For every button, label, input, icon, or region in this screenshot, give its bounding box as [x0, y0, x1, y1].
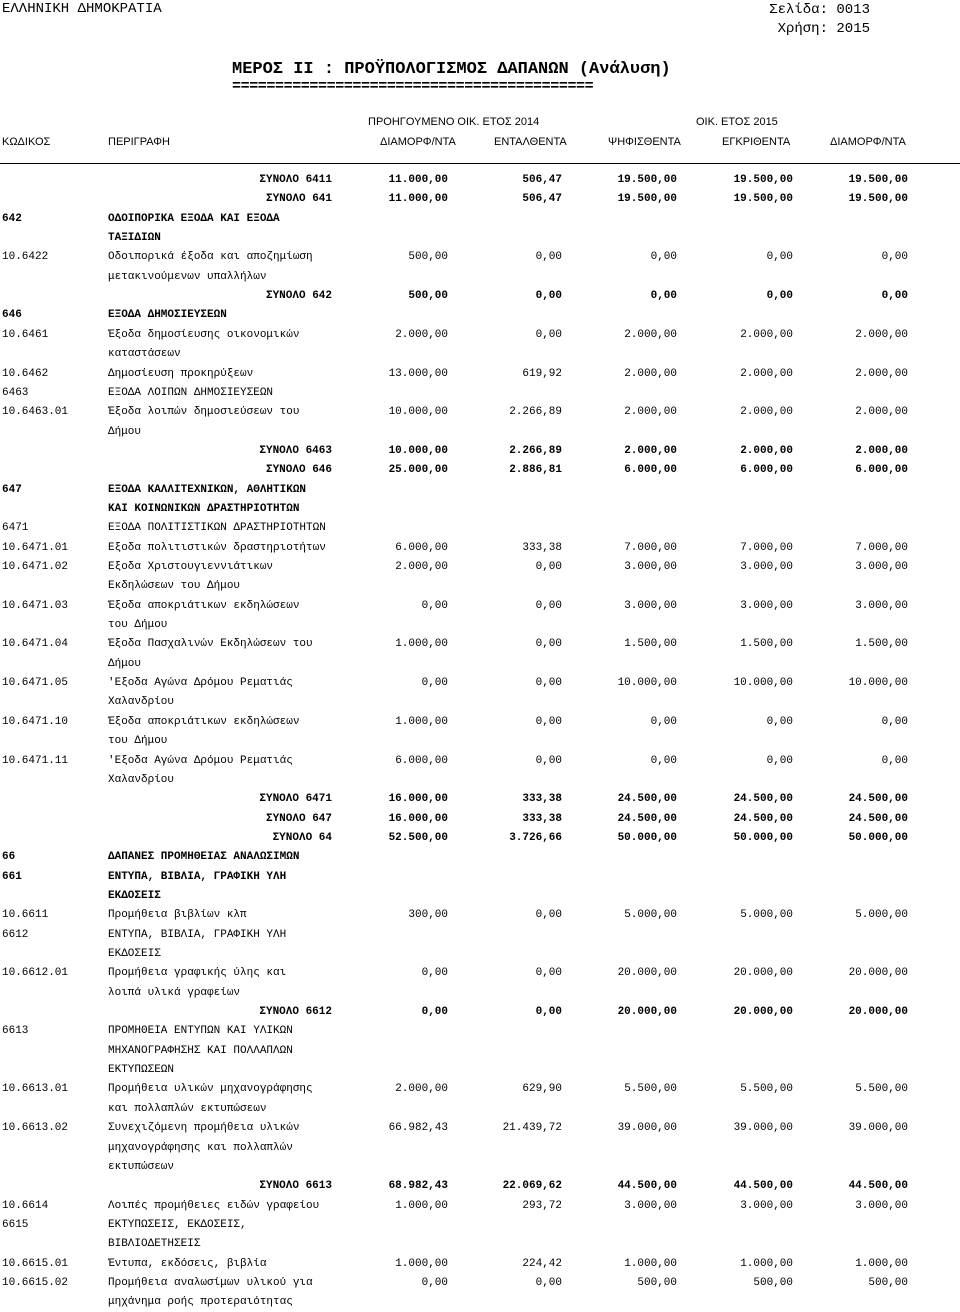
amount-amended: 5.000,00 [855, 909, 908, 922]
amount-voted: 19.500,00 [617, 174, 677, 186]
amount-committed: 0,00 [535, 967, 562, 980]
amount-approved: 50.000,00 [733, 831, 793, 844]
account-code: 10.6613.01 [2, 1083, 69, 1096]
account-description: Συνεχιζόμενη προμήθεια υλικών [108, 1122, 300, 1135]
amount-voted: 1.500,00 [624, 638, 677, 651]
account-code: 10.6471.03 [2, 599, 69, 612]
amount-committed: 0,00 [535, 909, 562, 922]
amount-prev-amended: 2.000,00 [395, 561, 448, 573]
account-code: 642 [2, 212, 22, 225]
amount-amended: 19.500,00 [848, 193, 908, 206]
amount-approved: 5.000,00 [740, 909, 793, 922]
amount-prev-amended: 10.000,00 [388, 406, 448, 419]
budget-row [0, 964, 960, 983]
amount-voted: 0,00 [650, 251, 677, 264]
account-code: 10.6471.02 [2, 561, 69, 573]
amount-approved: 24.500,00 [733, 812, 793, 825]
amount-prev-amended: 16.000,00 [388, 812, 448, 825]
total-label: ΣΥΝΟΛΟ 64 [272, 831, 332, 844]
amount-approved: 19.500,00 [733, 193, 793, 206]
account-code: 10.6422 [2, 251, 49, 264]
amount-amended: 5.500,00 [855, 1083, 908, 1096]
total-row [0, 790, 960, 809]
amount-approved: 20.000,00 [733, 967, 793, 980]
amount-prev-amended: 52.500,00 [388, 831, 448, 844]
amount-prev-amended: 1.000,00 [395, 715, 448, 728]
account-description: Εξοδα Χριστουγιεννιάτικων [108, 561, 274, 573]
amount-voted: 3.000,00 [624, 561, 677, 573]
amount-prev-amended: 500,00 [408, 290, 448, 303]
amount-prev-amended: 2.000,00 [395, 328, 448, 341]
budget-row [0, 306, 960, 325]
budget-row [0, 365, 960, 384]
account-description: ΕΞΟΔΑ ΚΑΛΛΙΤΕΧΝΙΚΩΝ, ΑΘΛΗΤΙΚΩΝ [108, 483, 307, 496]
amount-voted: 24.500,00 [617, 812, 677, 825]
page-title: ΜΕΡΟΣ ΙΙ : ΠΡΟΫΠΟΛΟΓΙΣΜΟΣ ΔΑΠΑΝΩΝ (Ανάλυση) [232, 60, 671, 79]
amount-approved: 0,00 [766, 715, 793, 728]
amount-committed: 293,72 [522, 1199, 562, 1212]
amount-prev-amended: 0,00 [421, 677, 448, 690]
amount-committed: 0,00 [535, 599, 562, 612]
amount-prev-amended: 68.982,43 [388, 1180, 448, 1193]
amount-committed: 2.266,89 [509, 406, 562, 419]
account-code: 10.6471.11 [2, 754, 69, 767]
amount-approved: 5.500,00 [740, 1083, 793, 1096]
amount-amended: 24.500,00 [848, 793, 908, 806]
page-info [769, 1, 870, 39]
total-label: ΣΥΝΟΛΟ 6411 [259, 174, 332, 186]
cur-year-header: ΟΙΚ. ΕΤΟΣ 2015 [696, 116, 778, 128]
budget-row [0, 384, 960, 403]
total-label: ΣΥΝΟΛΟ 647 [265, 812, 332, 825]
amount-committed: 224,42 [522, 1257, 562, 1270]
account-description: Προμήθεια βιβλίων κλπ [108, 909, 247, 922]
account-code: 10.6461 [2, 328, 49, 341]
amount-prev-amended: 0,00 [421, 599, 448, 612]
account-code: 10.6471.04 [2, 638, 69, 651]
total-label: ΣΥΝΟΛΟ 6613 [259, 1180, 332, 1193]
title-underline: ========================================== [232, 78, 594, 95]
account-description: ΕΞΟΔΑ ΔΗΜΟΣΙΕΥΣΕΩΝ [108, 309, 227, 322]
amount-voted: 500,00 [637, 1276, 677, 1289]
description-continued: Εκδηλώσεων του Δήμου [108, 580, 241, 593]
budget-row [0, 1274, 960, 1293]
account-code: 6463 [2, 386, 29, 399]
budget-row [0, 1255, 960, 1274]
description-continued: μηχανογράφησης και πολλαπλών [108, 1141, 293, 1154]
amount-voted: 10.000,00 [617, 677, 677, 690]
col-header-voted: ΨΗΦΙΣΘΕΝΤΑ [608, 136, 681, 148]
total-label: ΣΥΝΟΛΟ 646 [265, 464, 332, 477]
amount-approved: 44.500,00 [733, 1180, 793, 1193]
account-description: Έξοδα Πασχαλινών Εκδηλώσεων του [108, 638, 313, 651]
budget-row [0, 713, 960, 732]
amount-prev-amended: 6.000,00 [395, 754, 448, 767]
page-number: Σελίδα: 0013 [769, 2, 870, 18]
amount-amended: 24.500,00 [848, 812, 908, 825]
description-continued: ΚΑΙ ΚΟΙΝΩΝΙΚΩΝ ΔΡΑΣΤΗΡΙΟΤΗΤΩΝ [108, 502, 300, 515]
description-continued: και πολλαπλών εκτυπώσεων [108, 1102, 267, 1115]
amount-committed: 0,00 [535, 251, 562, 264]
account-description: ΕΚΤΥΠΩΣΕΙΣ, ΕΚΔΟΣΕΙΣ, [108, 1218, 247, 1231]
amount-committed: 3.726,66 [509, 831, 562, 844]
account-code: 6615 [2, 1218, 29, 1231]
amount-amended: 3.000,00 [855, 1199, 908, 1212]
amount-voted: 20.000,00 [617, 967, 677, 980]
amount-committed: 333,38 [522, 812, 562, 825]
description-continued: ΕΚΔΟΣΕΙΣ [108, 948, 161, 960]
amount-approved: 3.000,00 [740, 561, 793, 573]
description-continued: Χαλανδρίου [108, 773, 175, 786]
amount-voted: 44.500,00 [617, 1180, 677, 1193]
amount-amended: 3.000,00 [855, 599, 908, 612]
amount-voted: 2.000,00 [624, 444, 677, 457]
account-code: 10.6612.01 [2, 967, 69, 980]
account-code: 10.6471.10 [2, 715, 69, 728]
col-header-amended: ΔΙΑΜΟΡΦ/ΝΤΑ [830, 136, 906, 148]
amount-approved: 10.000,00 [733, 677, 793, 690]
amount-voted: 0,00 [650, 290, 677, 303]
amount-amended: 44.500,00 [848, 1180, 908, 1193]
header-divider [0, 163, 960, 164]
account-description: Δημοσίευση προκηρύξεων [108, 367, 254, 380]
budget-row [0, 539, 960, 558]
amount-voted: 0,00 [650, 754, 677, 767]
account-code: 10.6614 [2, 1199, 49, 1212]
amount-committed: 0,00 [535, 290, 562, 303]
amount-prev-amended: 25.000,00 [388, 464, 448, 477]
amount-committed: 21.439,72 [502, 1122, 562, 1135]
account-description: Εξοδα πολιτιστικών δραστηριοτήτων [108, 541, 326, 554]
amount-amended: 500,00 [868, 1276, 908, 1289]
total-label: ΣΥΝΟΛΟ 642 [265, 290, 332, 303]
budget-row [0, 1216, 960, 1235]
amount-approved: 20.000,00 [733, 1006, 793, 1019]
amount-approved: 0,00 [766, 290, 793, 303]
amount-prev-amended: 0,00 [421, 1006, 448, 1019]
amount-committed: 619,92 [522, 367, 562, 380]
amount-committed: 0,00 [535, 677, 562, 690]
amount-voted: 1.000,00 [624, 1257, 677, 1270]
amount-voted: 2.000,00 [624, 406, 677, 419]
amount-amended: 0,00 [881, 754, 908, 767]
amount-committed: 0,00 [535, 715, 562, 728]
total-row [0, 810, 960, 829]
total-label: ΣΥΝΟΛΟ 6463 [259, 444, 332, 457]
amount-committed: 22.069,62 [502, 1180, 562, 1193]
budget-row [0, 326, 960, 345]
account-code: 6471 [2, 522, 29, 535]
budget-row [0, 1022, 960, 1041]
budget-row [0, 558, 960, 577]
amount-prev-amended: 66.982,43 [388, 1122, 448, 1135]
amount-amended: 1.500,00 [855, 638, 908, 651]
amount-prev-amended: 300,00 [408, 909, 448, 922]
col-header-prev-amended: ΔΙΑΜΟΡΦ/ΝΤΑ [380, 136, 456, 148]
amount-voted: 3.000,00 [624, 599, 677, 612]
amount-amended: 19.500,00 [848, 174, 908, 186]
description-continued: Δήμου [108, 425, 142, 438]
account-description: ΕΞΟΔΑ ΠΟΛΙΤΙΣΤΙΚΩΝ ΔΡΑΣΤΗΡΙΟΤΗΤΩΝ [108, 522, 326, 535]
total-row [0, 287, 960, 306]
account-description: ΔΑΠΑΝΕΣ ΠΡΟΜΗΘΕΙΑΣ ΑΝΑΛΩΣΙΜΩΝ [108, 851, 300, 864]
account-description: 'Εξοδα Αγώνα Δρόμου Ρεματιάς [108, 677, 293, 690]
amount-voted: 20.000,00 [617, 1006, 677, 1019]
budget-row [0, 248, 960, 267]
description-continued: ΤΑΞΙΔΙΩΝ [108, 232, 161, 245]
amount-amended: 20.000,00 [848, 1006, 908, 1019]
amount-prev-amended: 1.000,00 [395, 1199, 448, 1212]
amount-amended: 2.000,00 [855, 367, 908, 380]
amount-voted: 7.000,00 [624, 541, 677, 554]
total-row [0, 461, 960, 480]
amount-amended: 50.000,00 [848, 831, 908, 844]
budget-row [0, 674, 960, 693]
amount-committed: 0,00 [535, 561, 562, 573]
amount-voted: 39.000,00 [617, 1122, 677, 1135]
amount-prev-amended: 6.000,00 [395, 541, 448, 554]
account-code: 66 [2, 851, 16, 864]
amount-amended: 2.000,00 [855, 328, 908, 341]
account-description: ΠΡΟΜΗΘΕΙΑ ΕΝΤΥΠΩΝ ΚΑΙ ΥΛΙΚΩΝ [108, 1025, 293, 1038]
amount-prev-amended: 1.000,00 [395, 1257, 448, 1270]
account-description: Προμήθεια υλικών μηχανογράφησης [108, 1083, 313, 1096]
amount-amended: 20.000,00 [848, 967, 908, 980]
account-code: 646 [2, 309, 22, 322]
amount-approved: 24.500,00 [733, 793, 793, 806]
amount-amended: 0,00 [881, 290, 908, 303]
total-label: ΣΥΝΟΛΟ 641 [265, 193, 332, 206]
amount-amended: 2.000,00 [855, 444, 908, 457]
account-description: 'Εξοδα Αγώνα Δρόμου Ρεματιάς [108, 754, 293, 767]
account-description: Έξοδα δημοσίευσης οικονομικών [108, 328, 300, 341]
amount-approved: 39.000,00 [733, 1122, 793, 1135]
amount-amended: 1.000,00 [855, 1257, 908, 1270]
amount-committed: 0,00 [535, 754, 562, 767]
account-code: 6613 [2, 1025, 29, 1038]
amount-approved: 500,00 [753, 1276, 793, 1289]
total-row [0, 1177, 960, 1196]
budget-row [0, 1119, 960, 1138]
budget-row [0, 926, 960, 945]
budget-row [0, 1080, 960, 1099]
account-description: ΕΞΟΔΑ ΛΟΙΠΩΝ ΔΗΜΟΣΙΕΥΣΕΩΝ [108, 386, 274, 399]
amount-committed: 0,00 [535, 1006, 562, 1019]
budget-row [0, 906, 960, 925]
account-description: Προμήθεια αναλωσίμων υλικού για [108, 1276, 313, 1289]
description-continued: μετακινούμενων υπαλλήλων [108, 270, 267, 283]
account-description: Λοιπές προμήθειες ειδών γραφείου [108, 1199, 320, 1212]
description-continued: του Δήμου [108, 619, 168, 632]
amount-amended: 0,00 [881, 251, 908, 264]
budget-row [0, 519, 960, 538]
amount-approved: 0,00 [766, 251, 793, 264]
col-header-desc: ΠΕΡΙΓΡΑΦΗ [108, 136, 170, 148]
amount-voted: 2.000,00 [624, 367, 677, 380]
amount-committed: 0,00 [535, 328, 562, 341]
account-description: ΕΝΤΥΠΑ, ΒΙΒΛΙΑ, ΓΡΑΦΙΚΗ ΥΛΗ [108, 870, 287, 883]
amount-prev-amended: 11.000,00 [388, 193, 448, 206]
budget-row [0, 210, 960, 229]
account-code: 10.6462 [2, 367, 49, 380]
amount-amended: 0,00 [881, 715, 908, 728]
total-row [0, 171, 960, 190]
description-continued: Δήμου [108, 657, 142, 670]
account-code: 10.6611 [2, 909, 49, 922]
amount-voted: 19.500,00 [617, 193, 677, 206]
amount-prev-amended: 2.000,00 [395, 1083, 448, 1096]
amount-voted: 50.000,00 [617, 831, 677, 844]
amount-committed: 2.886,81 [509, 464, 562, 477]
account-description: Έντυπα, εκδόσεις, βιβλία [108, 1257, 267, 1270]
budget-row [0, 481, 960, 500]
amount-voted: 3.000,00 [624, 1199, 677, 1212]
budget-row [0, 597, 960, 616]
amount-approved: 3.000,00 [740, 1199, 793, 1212]
amount-committed: 0,00 [535, 638, 562, 651]
budget-row [0, 848, 960, 867]
account-description: Προμήθεια γραφικής ύλης και [108, 967, 287, 980]
amount-amended: 3.000,00 [855, 561, 908, 573]
amount-approved: 19.500,00 [733, 174, 793, 186]
total-row [0, 442, 960, 461]
account-code: 647 [2, 483, 22, 496]
total-row [0, 190, 960, 209]
description-continued: λοιπά υλικά γραφείων [108, 986, 241, 999]
account-description: Έξοδα λοιπών δημοσιεύσεων του [108, 406, 300, 419]
col-header-approved: ΕΓΚΡΙΘΕΝΤΑ [722, 136, 791, 148]
account-description: Έξοδα αποκριάτικων εκδηλώσεων [108, 715, 300, 728]
amount-approved: 0,00 [766, 754, 793, 767]
account-code: 10.6471.05 [2, 677, 69, 690]
amount-approved: 2.000,00 [740, 406, 793, 419]
account-description: Οδοιπορικά έξοδα και αποζημίωση [108, 251, 313, 264]
col-header-committed: ΕΝΤΑΛΘΕΝΤΑ [494, 136, 567, 148]
amount-voted: 24.500,00 [617, 793, 677, 806]
description-continued: του Δήμου [108, 735, 168, 748]
budget-row [0, 868, 960, 887]
description-continued: ΕΚΔΟΣΕΙΣ [108, 889, 161, 902]
amount-prev-amended: 1.000,00 [395, 638, 448, 651]
amount-committed: 506,47 [522, 174, 562, 186]
amount-committed: 333,38 [522, 793, 562, 806]
description-continued: ΒΙΒΛΙΟΔΕΤΗΣΕΙΣ [108, 1238, 201, 1251]
description-continued: ΕΚΤΥΠΩΣΕΩΝ [108, 1064, 175, 1077]
budget-row [0, 635, 960, 654]
amount-prev-amended: 11.000,00 [388, 174, 448, 186]
republic-header: ΕΛΛΗΝΙΚΗ ΔΗΜΟΚΡΑΤΙΑ [2, 1, 162, 17]
account-code: 10.6613.02 [2, 1122, 69, 1135]
amount-approved: 7.000,00 [740, 541, 793, 554]
account-code: 6612 [2, 928, 29, 941]
amount-approved: 1.500,00 [740, 638, 793, 651]
account-description: ΕΝΤΥΠΑ, ΒΙΒΛΙΑ, ΓΡΑΦΙΚΗ ΥΛΗ [108, 928, 287, 941]
amount-approved: 1.000,00 [740, 1257, 793, 1270]
description-continued: μηχάνημα ροής προτεραιότητας [108, 1296, 293, 1309]
budget-row [0, 1197, 960, 1216]
col-header-code: ΚΩΔΙΚΟΣ [2, 136, 51, 148]
amount-amended: 2.000,00 [855, 406, 908, 419]
description-continued: Χαλανδρίου [108, 696, 175, 709]
amount-amended: 6.000,00 [855, 464, 908, 477]
prev-year-header: ΠΡΟΗΓΟΥΜΕΝΟ ΟΙΚ. ΕΤΟΣ 2014 [368, 116, 540, 128]
account-code: 10.6615.01 [2, 1257, 69, 1270]
total-row [0, 1003, 960, 1022]
amount-voted: 2.000,00 [624, 328, 677, 341]
amount-prev-amended: 500,00 [408, 251, 448, 264]
amount-approved: 2.000,00 [740, 328, 793, 341]
account-code: 661 [2, 870, 22, 883]
total-label: ΣΥΝΟΛΟ 6471 [259, 793, 332, 806]
amount-amended: 7.000,00 [855, 541, 908, 554]
budget-row [0, 752, 960, 771]
amount-voted: 5.500,00 [624, 1083, 677, 1096]
fiscal-year: Χρήση: 2015 [777, 21, 870, 37]
amount-prev-amended: 16.000,00 [388, 793, 448, 806]
account-code: 10.6615.02 [2, 1276, 69, 1289]
amount-voted: 0,00 [650, 715, 677, 728]
account-description: Έξοδα αποκριάτικων εκδηλώσεων [108, 599, 300, 612]
amount-committed: 2.266,89 [509, 444, 562, 457]
amount-prev-amended: 0,00 [421, 1276, 448, 1289]
amount-committed: 333,38 [522, 541, 562, 554]
account-code: 10.6471.01 [2, 541, 69, 554]
amount-committed: 0,00 [535, 1276, 562, 1289]
total-row [0, 829, 960, 848]
description-continued: ΜΗΧΑΝΟΓΡΑΦΗΣΗΣ ΚΑΙ ΠΟΛΛΑΠΛΩΝ [108, 1044, 293, 1057]
amount-prev-amended: 13.000,00 [388, 367, 448, 380]
total-label: ΣΥΝΟΛΟ 6612 [259, 1006, 332, 1019]
amount-voted: 6.000,00 [624, 464, 677, 477]
description-continued: καταστάσεων [108, 348, 181, 361]
amount-approved: 2.000,00 [740, 444, 793, 457]
amount-voted: 5.000,00 [624, 909, 677, 922]
amount-approved: 3.000,00 [740, 599, 793, 612]
amount-amended: 39.000,00 [848, 1122, 908, 1135]
amount-prev-amended: 10.000,00 [388, 444, 448, 457]
amount-committed: 506,47 [522, 193, 562, 206]
description-continued: εκτυπώσεων [108, 1160, 175, 1173]
amount-approved: 6.000,00 [740, 464, 793, 477]
amount-amended: 10.000,00 [848, 677, 908, 690]
account-description: ΟΔΟΙΠΟΡΙΚΑ ΕΞΟΔΑ ΚΑΙ ΕΞΟΔΑ [108, 212, 280, 225]
amount-prev-amended: 0,00 [421, 967, 448, 980]
amount-committed: 629,90 [522, 1083, 562, 1096]
amount-approved: 2.000,00 [740, 367, 793, 380]
budget-row [0, 403, 960, 422]
account-code: 10.6463.01 [2, 406, 69, 419]
